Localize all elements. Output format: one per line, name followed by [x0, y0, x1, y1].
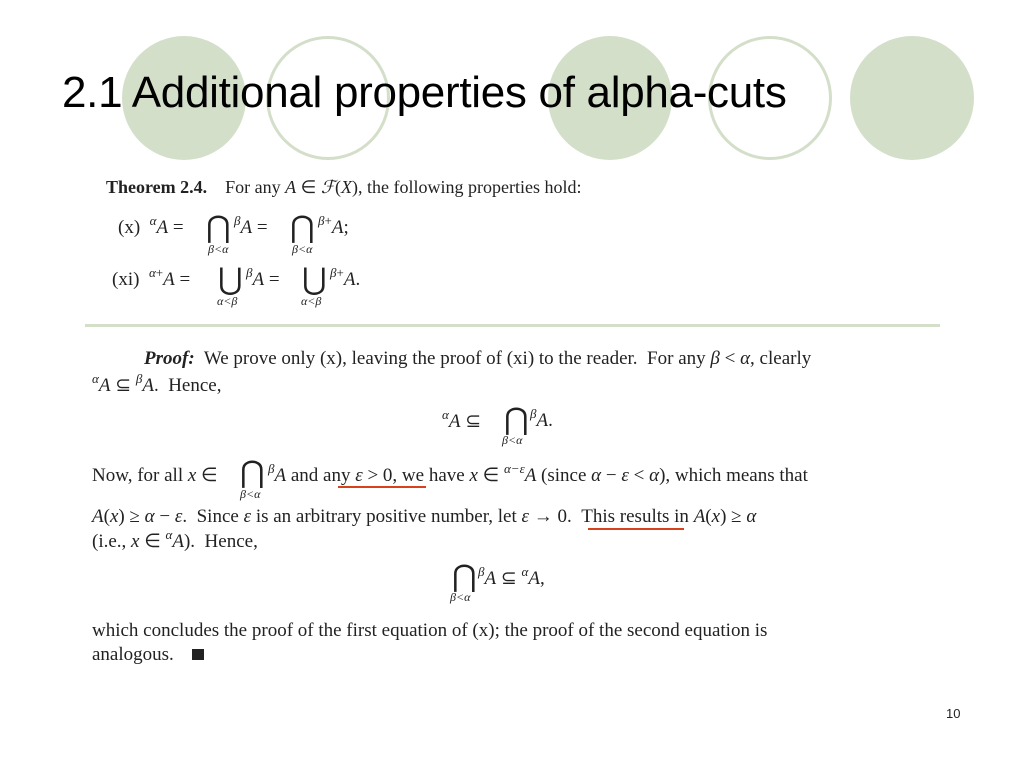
proof-line-4: A(x) ≥ α − ε. Since ε is an arbitrary positive number, let ε → 0. This results in A(x) ≥ α: [92, 506, 757, 527]
proof-line-2: $^\alpha$A ⊆ $^\beta$A. Hence,: [92, 371, 222, 396]
proof-excerpt: Proof: We prove only (x), leaving the proof of (xi) to the reader. For any β < α, clearly $^\alpha$A ⊆ $^\beta$A. Hence, $^\alpha$A ⊆ ⋂ β<α $^\beta$A. Now, for all x ∈ ⋂ β<α $^\beta$A and any ε > 0, we have x ∈ $^{\alpha-\varepsilon}$A (since α − ε < α), which means that A(x) ≥ α − ε. Since ε is an arbitrary positive number, let ε → 0. This results in A(x) ≥ α (i.e., x ∈ $^\alpha$A). Hence, ⋂ β<α $^\beta$A ⊆ $^\alpha$A, which concludes the proof of the first equation of (x); the proof of the second equation is analogous.: [92, 348, 812, 665]
section-divider: [85, 324, 940, 327]
highlight-let-epsilon: [588, 528, 684, 530]
proof-line-5: (i.e., x ∈ $^\alpha$A). Hence,: [92, 527, 258, 552]
qed-square-icon: [192, 649, 204, 660]
proof-equation-1: $^\alpha$A ⊆: [442, 407, 482, 432]
proof-line-7: analogous.: [92, 644, 204, 666]
proof-equation-2: ⋂: [452, 560, 477, 593]
theorem-heading: Theorem 2.4. For any A ∈ ℱ(X), the following properties hold:: [106, 177, 582, 197]
proof-line-3: Now, for all x ∈: [92, 465, 218, 486]
decor-circle-5: [850, 36, 974, 160]
proof-line-6: which concludes the proof of the first equation of (x); the proof of the second equation is: [92, 620, 768, 641]
slide-title: 2.1 Additional properties of alpha-cuts: [62, 68, 787, 117]
theorem-item-xi: (xi) $^{\alpha+}$A =: [112, 265, 191, 290]
page-number: 10: [946, 706, 961, 721]
theorem-item-x: (x) $^\alpha$A =: [118, 213, 184, 238]
theorem-excerpt: Theorem 2.4. For any A ∈ ℱ(X), the following properties hold: (x) $^\alpha$A = ⋂ β<α $^\beta$A = ⋂ β<α $^{\beta+}$A; (xi) $^{\alpha+}$A = ⋃ α<β $^\beta$A = ⋃ α<β $^{\beta+}$A.: [106, 177, 582, 308]
highlight-any-epsilon: [338, 486, 426, 488]
proof-line-1: Proof: We prove only (x), leaving the proof of (xi) to the reader. For any β < α, clearly: [144, 348, 812, 369]
